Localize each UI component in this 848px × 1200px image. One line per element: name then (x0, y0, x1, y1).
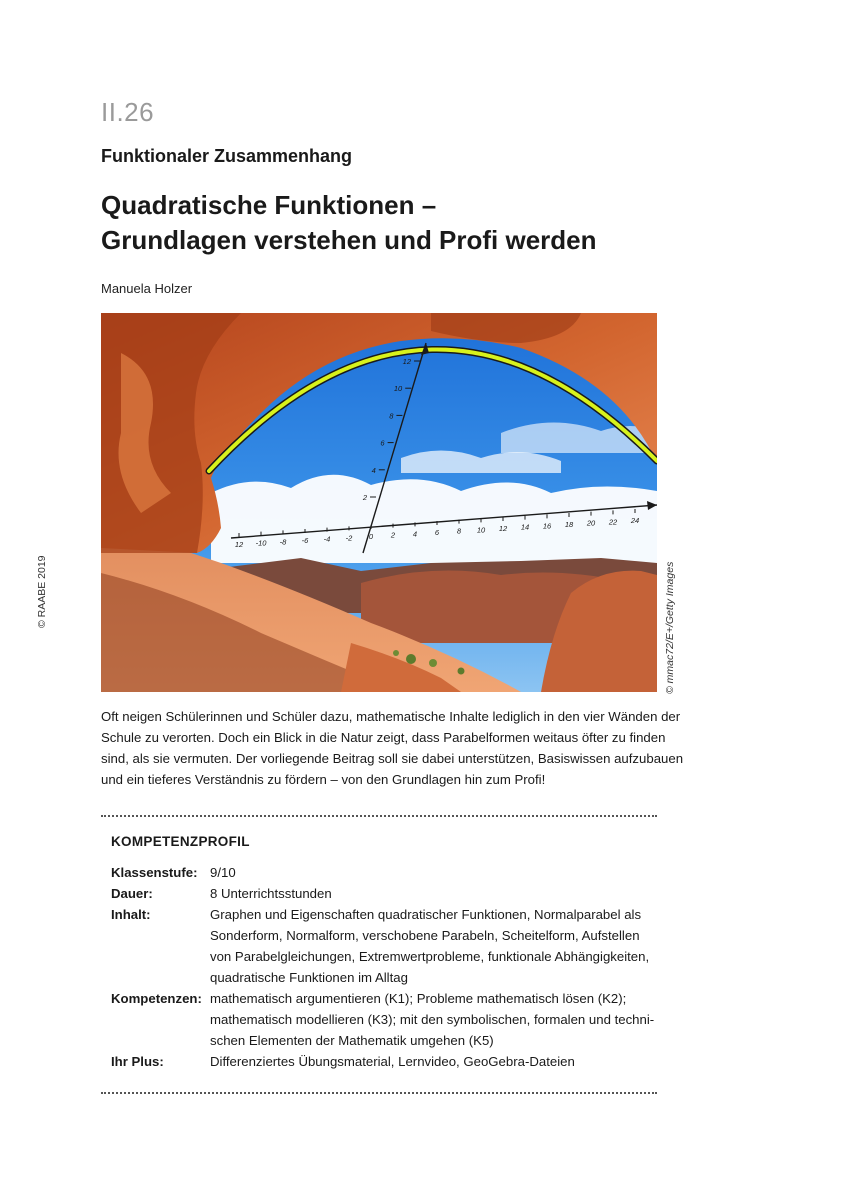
y-axis-tick-label: 2 (362, 493, 367, 502)
x-axis-tick-label: 0 (368, 532, 374, 541)
klassenstufe-label: Klassenstufe: (111, 865, 198, 880)
dauer-label: Dauer: (111, 886, 153, 901)
inhalt-value (210, 904, 650, 988)
intro-paragraph (101, 706, 684, 790)
kompetenzprofil-heading: KOMPETENZPROFIL (111, 834, 250, 849)
arch-photo (101, 313, 657, 692)
x-axis-tick-label: 12 (234, 540, 244, 549)
x-axis-tick-label: 2 (390, 530, 396, 540)
inhalt-line: Sonderform, Normalform, verschobene Parabeln, Scheitelform, Aufstellen (210, 928, 640, 943)
title-line-2: Grundlagen verstehen und Profi werden (101, 225, 597, 255)
intro-line: Oft neigen Schülerinnen und Schüler dazu, mathematische Inhalte lediglich in den vier Wänden der (101, 709, 681, 724)
intro-line: Schule zu verorten. Doch ein Blick in die Natur zeigt, dass Parabelformen weitaus öfter zu finden (101, 730, 666, 745)
kompetenzen-label: Kompetenzen: (111, 991, 202, 1006)
section-number: II.26 (101, 97, 155, 127)
intro-line: und ein tieferes Verständnis zu fördern – von den Grundlagen hin zum Profi! (101, 772, 546, 787)
x-axis-tick-label: 6 (434, 528, 440, 537)
topic-heading: Funktionaler Zusammenhang (101, 146, 353, 166)
ihr-plus-label: Ihr Plus: (111, 1054, 164, 1069)
y-axis-tick-label: 10 (393, 384, 403, 394)
intro-line: sind, als sie vermuten. Der vorliegende Beitrag soll sie dabei unterstützen, Basiswissen aufzubauen (101, 751, 684, 766)
x-axis-tick-label: 10 (476, 525, 486, 535)
kompetenzen-line: mathematisch argumentieren (K1); Probleme mathematisch lösen (K2); (210, 991, 627, 1006)
x-axis-tick-label: 12 (498, 524, 508, 533)
y-axis-tick-label: 12 (402, 357, 411, 366)
y-axis-tick-label: 4 (371, 465, 376, 475)
inhalt-line: Graphen und Eigenschaften quadratischer Funktionen, Normalparabel als (210, 907, 642, 922)
x-axis-tick-label: 8 (456, 526, 462, 536)
dotted-divider-bottom (101, 1092, 657, 1094)
x-axis-tick-label: 14 (520, 522, 530, 532)
x-axis-tick-label: -4 (323, 534, 331, 544)
inhalt-line: von Parabelgleichungen, Extremwertprobleme, funktionale Abhängigkeiten, (210, 949, 650, 964)
title-line-1: Quadratische Funktionen – (101, 190, 437, 220)
kompetenzen-line: mathematisch modellieren (K3); mit den symbolischen, formalen und techni- (210, 1012, 655, 1027)
x-axis-tick-label: -10 (255, 538, 267, 548)
author-name: Manuela Holzer (101, 281, 193, 296)
inhalt-line: quadratische Funktionen im Alltag (210, 970, 408, 985)
x-axis-tick-label: 18 (564, 520, 574, 529)
y-axis-tick-label: 8 (389, 411, 394, 421)
x-axis-tick-label: -8 (279, 537, 287, 547)
x-axis-tick-label: 24 (630, 516, 640, 525)
x-axis-tick-label: 22 (608, 517, 618, 527)
x-axis-tick-label: 20 (586, 518, 596, 528)
klassenstufe-value: 9/10 (210, 865, 236, 880)
side-copyright: © RAABE 2019 (36, 555, 48, 628)
x-axis-tick-label: 16 (542, 521, 552, 531)
inhalt-label: Inhalt: (111, 907, 151, 922)
page-title (101, 188, 597, 258)
x-axis-tick-label: -6 (301, 536, 309, 545)
x-axis-tick-label: -2 (345, 533, 353, 543)
dauer-value: 8 Unterrichtsstunden (210, 886, 332, 901)
photo-credit: © mmac72/E+/Getty Images (664, 561, 676, 694)
dotted-divider-top (101, 815, 657, 817)
ihr-plus-value: Differenziertes Übungsmaterial, Lernvideo, GeoGebra-Dateien (210, 1054, 575, 1069)
y-axis-tick-label: 6 (380, 438, 385, 448)
kompetenzen-value (210, 988, 655, 1051)
kompetenzen-line: schen Elementen der Mathematik umgehen (K5) (210, 1033, 494, 1048)
x-axis-tick-label: 4 (412, 529, 418, 539)
